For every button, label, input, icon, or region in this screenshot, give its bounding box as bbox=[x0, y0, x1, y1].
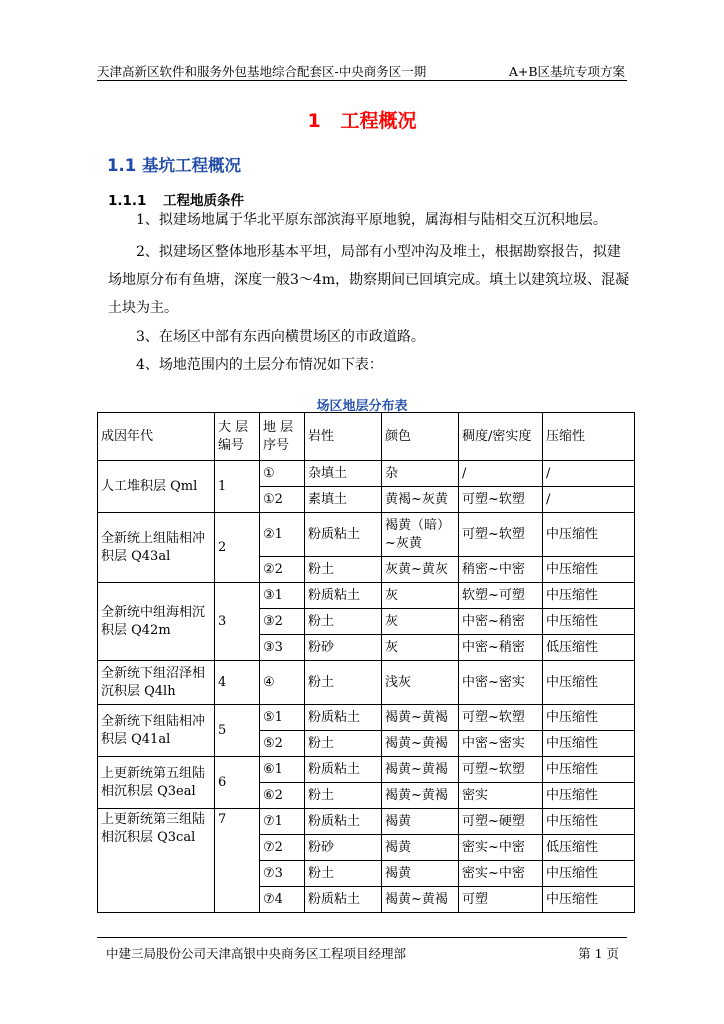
lithology-cell: 杂填土 bbox=[305, 461, 382, 487]
stratum-number-cell: ②1 bbox=[260, 513, 305, 557]
color-cell: 褐黄~黄褐 bbox=[382, 731, 459, 757]
table-row bbox=[98, 461, 635, 487]
era-cell: 全新统下组沼泽相沉积层 Q4lh bbox=[98, 661, 215, 705]
lithology-cell: 粉土 bbox=[305, 731, 382, 757]
stratum-number-cell: ③1 bbox=[260, 583, 305, 609]
consistency-cell: 中密~稍密 bbox=[459, 635, 543, 661]
era-cell: 人工堆积层 Qml bbox=[98, 461, 215, 513]
table-header-cell: 大 层编号 bbox=[215, 413, 260, 461]
stratum-number-cell: ⑦3 bbox=[260, 861, 305, 887]
lithology-cell: 粉质粘土 bbox=[305, 513, 382, 557]
lithology-cell: 粉质粘土 bbox=[305, 583, 382, 609]
consistency-cell: 中密~密实 bbox=[459, 731, 543, 757]
table-row bbox=[98, 809, 635, 835]
consistency-cell: 软塑~可塑 bbox=[459, 583, 543, 609]
section-title: 1.1 基坑工程概况 bbox=[107, 156, 241, 175]
paragraph-4: 4、场地范围内的土层分布情况如下表： bbox=[136, 357, 383, 373]
era-cell: 上更新统第三组陆相沉积层 Q3cal bbox=[98, 809, 215, 913]
color-cell: 褐黄 bbox=[382, 835, 459, 861]
chapter-title: 1 工程概况 bbox=[307, 110, 417, 132]
stratum-number-cell: ⑤1 bbox=[260, 705, 305, 731]
consistency-cell: 密实 bbox=[459, 783, 543, 809]
table-title: 场区地层分布表 bbox=[316, 399, 408, 414]
compressibility-cell: 低压缩性 bbox=[543, 635, 635, 661]
consistency-cell: 中密~稍密 bbox=[459, 609, 543, 635]
table-row bbox=[98, 583, 635, 609]
layer-code-cell: 7 bbox=[215, 809, 260, 913]
stratum-number-cell: ⑥2 bbox=[260, 783, 305, 809]
stratum-number-cell: ⑦4 bbox=[260, 887, 305, 913]
table-header-cell: 成因年代 bbox=[98, 413, 215, 461]
consistency-cell: 可塑~软塑 bbox=[459, 705, 543, 731]
compressibility-cell: 中压缩性 bbox=[543, 557, 635, 583]
table-body bbox=[98, 461, 635, 913]
consistency-cell: / bbox=[459, 461, 543, 487]
paragraph-1: 1、拟建场地属于华北平原东部滨海平原地貌，属海相与陆相交互沉积地层。 bbox=[136, 212, 607, 228]
compressibility-cell: 中压缩性 bbox=[543, 513, 635, 557]
stratum-number-cell: ④ bbox=[260, 661, 305, 705]
subsection-number: 1.1.1 bbox=[108, 193, 147, 209]
lithology-cell: 粉土 bbox=[305, 557, 382, 583]
stratum-number-cell: ⑤2 bbox=[260, 731, 305, 757]
stratum-number-cell: ⑥1 bbox=[260, 757, 305, 783]
compressibility-cell: 中压缩性 bbox=[543, 809, 635, 835]
color-cell: 浅灰 bbox=[382, 661, 459, 705]
lithology-cell: 粉土 bbox=[305, 783, 382, 809]
era-cell: 全新统上组陆相冲积层 Q43al bbox=[98, 513, 215, 583]
color-cell: 灰 bbox=[382, 609, 459, 635]
lithology-cell: 素填土 bbox=[305, 487, 382, 513]
compressibility-cell: 中压缩性 bbox=[543, 583, 635, 609]
color-cell: 褐黄~黄褐 bbox=[382, 757, 459, 783]
consistency-cell: 稍密~中密 bbox=[459, 557, 543, 583]
consistency-cell: 可塑~软塑 bbox=[459, 487, 543, 513]
table-header-cell: 稠度/密实度 bbox=[459, 413, 543, 461]
lithology-cell: 粉砂 bbox=[305, 635, 382, 661]
table-header-cell: 压缩性 bbox=[543, 413, 635, 461]
layer-code-cell: 2 bbox=[215, 513, 260, 583]
lithology-cell: 粉质粘土 bbox=[305, 809, 382, 835]
footer-company: 中建三局股份公司天津高银中央商务区工程项目经理部 bbox=[106, 946, 407, 961]
compressibility-cell: 中压缩性 bbox=[543, 783, 635, 809]
subsection-text: 工程地质条件 bbox=[163, 193, 244, 209]
stratum-number-cell: ① bbox=[260, 461, 305, 487]
lithology-cell: 粉土 bbox=[305, 661, 382, 705]
compressibility-cell: 中压缩性 bbox=[543, 609, 635, 635]
table-row bbox=[98, 513, 635, 557]
consistency-cell: 可塑~软塑 bbox=[459, 757, 543, 783]
color-cell: 褐黄 bbox=[382, 809, 459, 835]
table-row bbox=[98, 705, 635, 731]
strata-table bbox=[97, 412, 635, 913]
layer-code-cell: 1 bbox=[215, 461, 260, 513]
consistency-cell: 中密~密实 bbox=[459, 661, 543, 705]
era-cell: 全新统中组海相沉积层 Q42m bbox=[98, 583, 215, 661]
lithology-cell: 粉土 bbox=[305, 861, 382, 887]
compressibility-cell: 中压缩性 bbox=[543, 705, 635, 731]
compressibility-cell: 中压缩性 bbox=[543, 861, 635, 887]
stratum-number-cell: ⑦1 bbox=[260, 809, 305, 835]
stratum-number-cell: ③3 bbox=[260, 635, 305, 661]
paragraph-2: 2、拟建场区整体地形基本平坦，局部有小型冲沟及堆土，根据勘察报告，拟建场地原分布有鱼塘，深度一般3～4m，勘察期间已回填完成。填土以建筑垃圾、混凝土块为主。 bbox=[108, 244, 630, 316]
compressibility-cell: / bbox=[543, 487, 635, 513]
color-cell: 灰黄~黄灰 bbox=[382, 557, 459, 583]
era-cell: 上更新统第五组陆相沉积层 Q3eal bbox=[98, 757, 215, 809]
color-cell: 灰 bbox=[382, 635, 459, 661]
stratum-number-cell: ①2 bbox=[260, 487, 305, 513]
paragraph-3: 3、在场区中部有东西向横贯场区的市政道路。 bbox=[136, 329, 425, 345]
color-cell: 褐黄（暗）~灰黄 bbox=[382, 513, 459, 557]
stratum-number-cell: ⑦2 bbox=[260, 835, 305, 861]
compressibility-cell: 中压缩性 bbox=[543, 731, 635, 757]
layer-code-cell: 3 bbox=[215, 583, 260, 661]
consistency-cell: 可塑~软塑 bbox=[459, 513, 543, 557]
consistency-cell: 可塑~硬塑 bbox=[459, 809, 543, 835]
compressibility-cell: 中压缩性 bbox=[543, 887, 635, 913]
page-header bbox=[97, 60, 627, 81]
color-cell: 褐黄~黄褐 bbox=[382, 887, 459, 913]
era-cell: 全新统下组陆相冲积层 Q41al bbox=[98, 705, 215, 757]
color-cell: 褐黄 bbox=[382, 861, 459, 887]
compressibility-cell: 低压缩性 bbox=[543, 835, 635, 861]
consistency-cell: 密实~中密 bbox=[459, 835, 543, 861]
header-document-name: A+B区基坑专项方案 bbox=[508, 64, 625, 79]
lithology-cell: 粉质粘土 bbox=[305, 887, 382, 913]
table-header-row bbox=[98, 413, 635, 461]
table-row bbox=[98, 757, 635, 783]
lithology-cell: 粉土 bbox=[305, 609, 382, 635]
page-number: 第 1 页 bbox=[578, 946, 619, 961]
layer-code-cell: 4 bbox=[215, 661, 260, 705]
table-header-cell: 岩性 bbox=[305, 413, 382, 461]
color-cell: 灰 bbox=[382, 583, 459, 609]
color-cell: 褐黄~黄褐 bbox=[382, 705, 459, 731]
color-cell: 杂 bbox=[382, 461, 459, 487]
table-header-cell: 地 层序号 bbox=[260, 413, 305, 461]
consistency-cell: 密实~中密 bbox=[459, 861, 543, 887]
stratum-number-cell: ③2 bbox=[260, 609, 305, 635]
compressibility-cell: 中压缩性 bbox=[543, 757, 635, 783]
color-cell: 褐黄~黄褐 bbox=[382, 783, 459, 809]
stratum-number-cell: ②2 bbox=[260, 557, 305, 583]
header-project-name: 天津高新区软件和服务外包基地综合配套区-中央商务区一期 bbox=[97, 64, 427, 79]
compressibility-cell: 中压缩性 bbox=[543, 661, 635, 705]
layer-code-cell: 5 bbox=[215, 705, 260, 757]
table-row bbox=[98, 661, 635, 705]
lithology-cell: 粉质粘土 bbox=[305, 757, 382, 783]
page-footer bbox=[97, 937, 627, 962]
lithology-cell: 粉质粘土 bbox=[305, 705, 382, 731]
layer-code-cell: 6 bbox=[215, 757, 260, 809]
color-cell: 黄褐~灰黄 bbox=[382, 487, 459, 513]
compressibility-cell: / bbox=[543, 461, 635, 487]
lithology-cell: 粉砂 bbox=[305, 835, 382, 861]
consistency-cell: 可塑 bbox=[459, 887, 543, 913]
table-header-cell: 颜色 bbox=[382, 413, 459, 461]
